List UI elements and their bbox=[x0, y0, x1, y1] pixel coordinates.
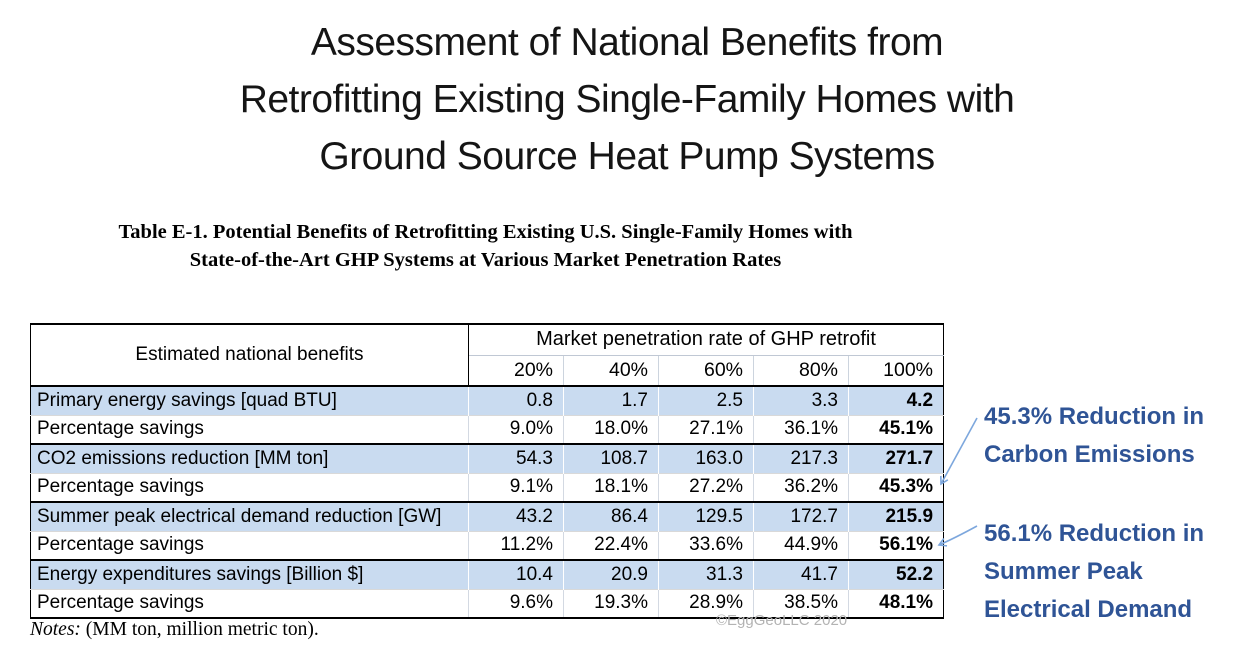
cell: 45.3% bbox=[849, 473, 944, 502]
row-label: Percentage savings bbox=[37, 476, 204, 498]
cell: 163.0 bbox=[659, 444, 754, 473]
cell: 9.0% bbox=[469, 415, 564, 444]
table-row bbox=[31, 386, 944, 415]
cell: 11.2% bbox=[469, 531, 564, 560]
annotation-peak-demand bbox=[984, 515, 1252, 629]
cell: 108.7 bbox=[564, 444, 659, 473]
row-label: Primary energy savings [quad BTU] bbox=[37, 389, 337, 411]
cell: 4.2 bbox=[849, 386, 944, 415]
annotation-line: Carbon Emissions bbox=[984, 441, 1195, 468]
cell: 22.4% bbox=[564, 531, 659, 560]
column-header: 60% bbox=[659, 355, 754, 386]
benefits-table bbox=[30, 323, 944, 619]
table-row bbox=[31, 560, 944, 589]
cell: 9.6% bbox=[469, 589, 564, 618]
cell: 27.2% bbox=[659, 473, 754, 502]
notes-text: (MM ton, million metric ton). bbox=[80, 619, 319, 640]
slide-title bbox=[0, 14, 1254, 185]
annotation-line: Summer Peak bbox=[984, 558, 1143, 585]
cell: 43.2 bbox=[469, 502, 564, 531]
column-header: 20% bbox=[513, 358, 553, 381]
annotation-line: Electrical Demand bbox=[984, 596, 1193, 623]
cell: 33.6% bbox=[659, 531, 754, 560]
row-label: Percentage savings bbox=[37, 534, 204, 556]
row-label: Energy expenditures savings [Billion $] bbox=[37, 563, 364, 585]
cell: 45.1% bbox=[849, 415, 944, 444]
cell: 9.1% bbox=[469, 473, 564, 502]
cell: 31.3 bbox=[659, 560, 754, 589]
caption-line-1: Table E-1. Potential Benefits of Retrofitting Existing U.S. Single-Family Homes with bbox=[118, 221, 853, 243]
notes-prefix: Notes: bbox=[30, 619, 81, 640]
cell: 1.7 bbox=[564, 386, 659, 415]
cell: 36.2% bbox=[754, 473, 849, 502]
cell: 36.1% bbox=[754, 415, 849, 444]
cell: 19.3% bbox=[564, 589, 659, 618]
cell: 172.7 bbox=[754, 502, 849, 531]
annotation-line: 45.3% Reduction in bbox=[984, 403, 1205, 430]
cell: 38.5% bbox=[754, 589, 849, 618]
table-notes bbox=[30, 619, 319, 641]
cell: 54.3 bbox=[469, 444, 564, 473]
title-line-1: Assessment of National Benefits from bbox=[310, 21, 944, 64]
annotation-carbon-emissions bbox=[984, 398, 1252, 474]
arrow-to-demand-cell bbox=[939, 526, 977, 545]
cell: 271.7 bbox=[849, 444, 944, 473]
cell: 28.9% bbox=[659, 589, 754, 618]
cell: 217.3 bbox=[754, 444, 849, 473]
cell: 18.0% bbox=[564, 415, 659, 444]
table-row bbox=[31, 502, 944, 531]
cell: 3.3 bbox=[754, 386, 849, 415]
annotation-line: 56.1% Reduction in bbox=[984, 520, 1205, 547]
cell: 86.4 bbox=[564, 502, 659, 531]
corner-header: Estimated national benefits bbox=[31, 324, 469, 386]
row-label: Summer peak electrical demand reduction [GW] bbox=[37, 505, 442, 527]
row-label: CO2 emissions reduction [MM ton] bbox=[37, 447, 329, 469]
copyright-watermark: ©EggGeoLLC 2020 bbox=[716, 612, 848, 629]
column-header: 40% bbox=[564, 355, 659, 386]
table-row bbox=[31, 415, 944, 444]
cell: 0.8 bbox=[469, 386, 564, 415]
cell: 44.9% bbox=[754, 531, 849, 560]
arrow-to-carbon-cell bbox=[941, 418, 977, 484]
cell: 41.7 bbox=[754, 560, 849, 589]
cell: 56.1% bbox=[849, 531, 944, 560]
column-header: 100% bbox=[849, 355, 944, 386]
cell: 10.4 bbox=[469, 560, 564, 589]
cell: 20.9 bbox=[564, 560, 659, 589]
table-row bbox=[31, 531, 944, 560]
row-label: Percentage savings bbox=[37, 592, 204, 614]
table-row bbox=[31, 444, 944, 473]
table-header-row-group bbox=[31, 324, 944, 355]
cell: 48.1% bbox=[849, 589, 944, 618]
cell: 215.9 bbox=[849, 502, 944, 531]
title-line-3: Ground Source Heat Pump Systems bbox=[319, 135, 935, 178]
cell: 52.2 bbox=[849, 560, 944, 589]
cell: 2.5 bbox=[659, 386, 754, 415]
title-line-2: Retrofitting Existing Single-Family Homes with bbox=[239, 78, 1015, 121]
caption-line-2: State-of-the-Art GHP Systems at Various Market Penetration Rates bbox=[189, 249, 782, 271]
cell: 18.1% bbox=[564, 473, 659, 502]
cell: 27.1% bbox=[659, 415, 754, 444]
group-header: Market penetration rate of GHP retrofit bbox=[469, 324, 944, 355]
cell: 129.5 bbox=[659, 502, 754, 531]
table-caption bbox=[28, 218, 943, 274]
table-row bbox=[31, 473, 944, 502]
column-header: 80% bbox=[754, 355, 849, 386]
row-label: Percentage savings bbox=[37, 418, 204, 440]
